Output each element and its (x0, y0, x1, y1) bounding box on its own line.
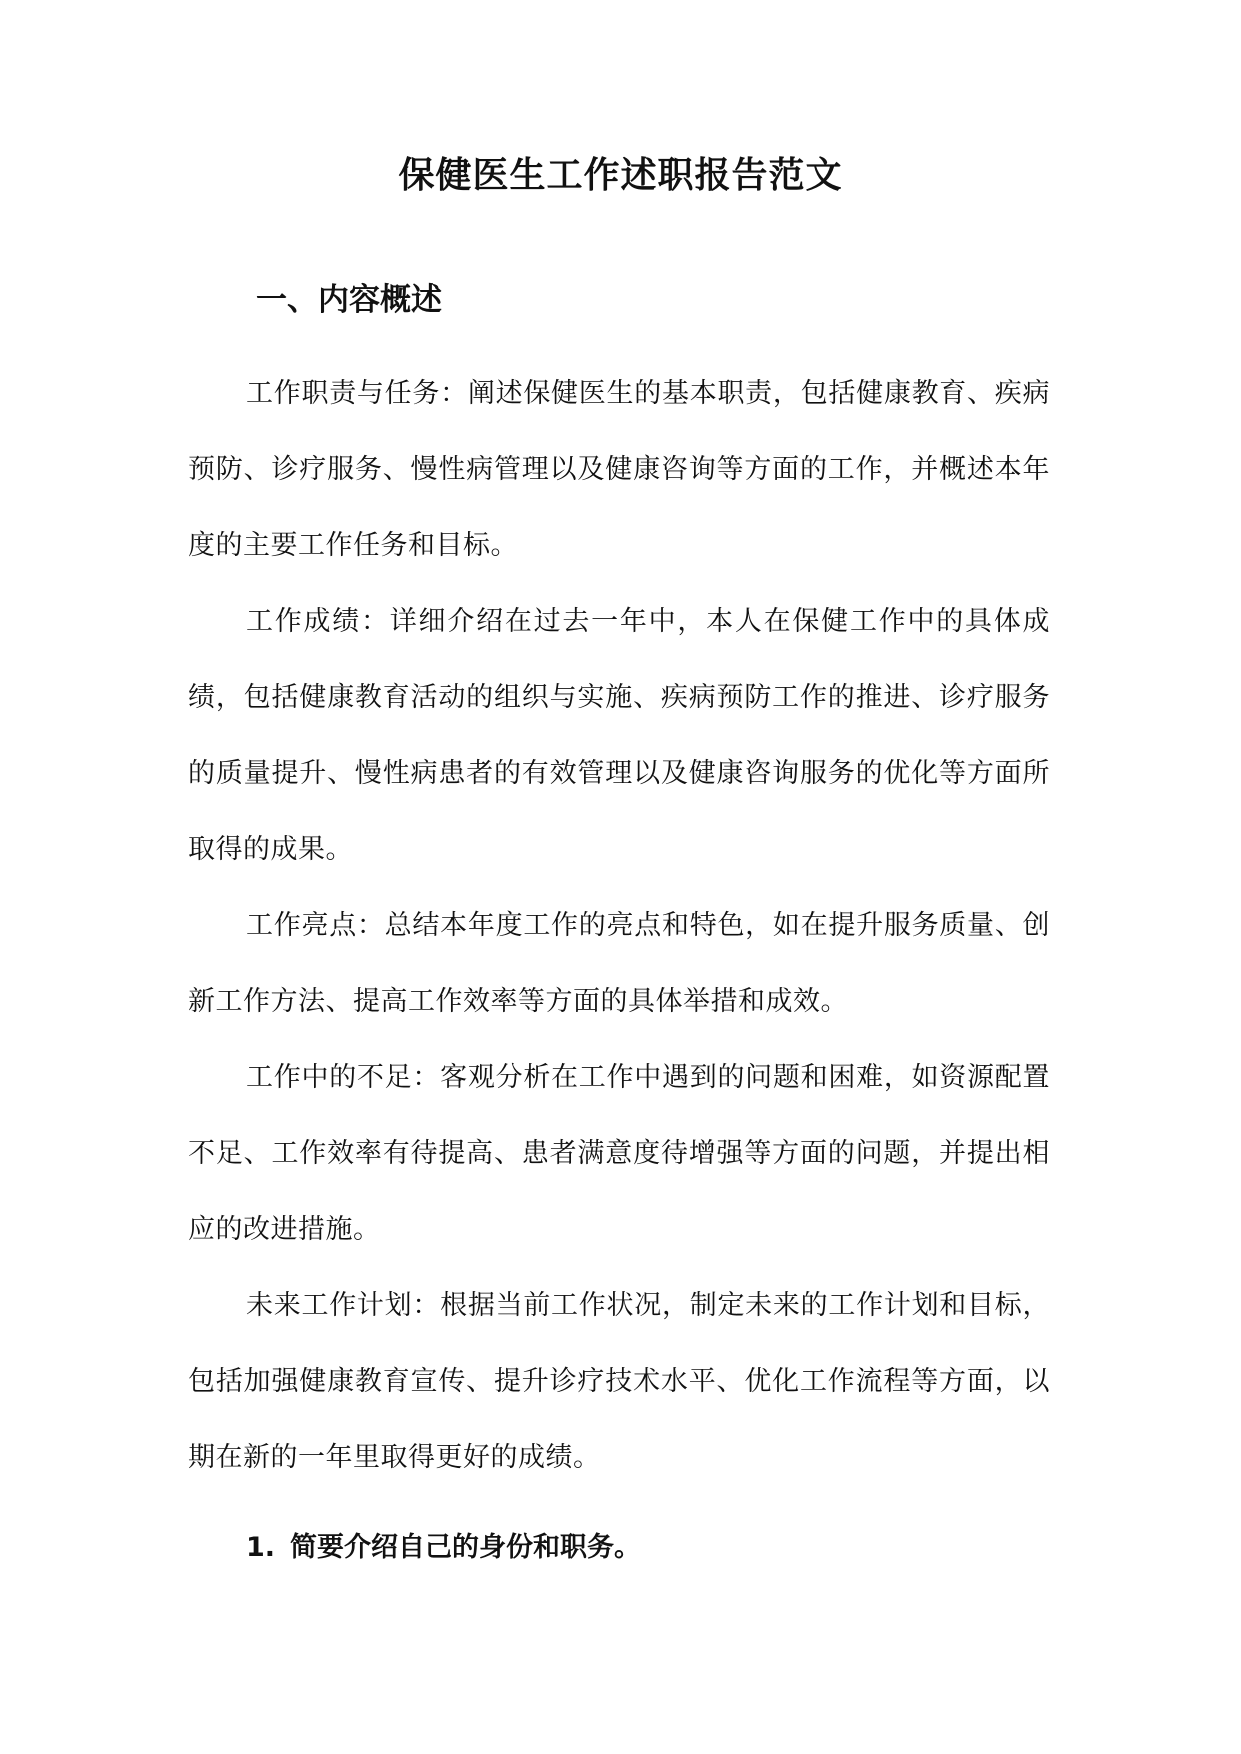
paragraph-duties: 工作职责与任务：阐述保健医生的基本职责，包括健康教育、疾病预防、诊疗服务、慢性病管理以及健康咨询等方面的工作，并概述本年度的主要工作任务和目标。 (188, 378, 1050, 561)
paragraph-highlights: 工作亮点：总结本年度工作的亮点和特色，如在提升服务质量、创新工作方法、提高工作效率等方面的具体举措和成效。 (188, 910, 1050, 1017)
paragraph-future-plan: 未来工作计划：根据当前工作状况，制定未来的工作计划和目标，包括加强健康教育宣传、提升诊疗技术水平、优化工作流程等方面，以期在新的一年里取得更好的成绩。 (188, 1290, 1050, 1473)
paragraph-shortcomings: 工作中的不足：客观分析在工作中遇到的问题和困难，如资源配置不足、工作效率有待提高、患者满意度待增强等方面的问题，并提出相应的改进措施。 (188, 1062, 1050, 1245)
numbered-item (246, 1528, 641, 1568)
numbered-item-number: 1. (246, 1532, 276, 1563)
section-heading: 一、内容概述 (256, 282, 442, 318)
numbered-item-text: 简要介绍自己的身份和职务。 (290, 1532, 641, 1563)
paragraph-achievements: 工作成绩：详细介绍在过去一年中，本人在保健工作中的具体成绩，包括健康教育活动的组织与实施、疾病预防工作的推进、诊疗服务的质量提升、慢性病患者的有效管理以及健康咨询服务的优化等方面所取得的成果。 (188, 606, 1050, 865)
document-title: 保健医生工作述职报告范文 (398, 154, 843, 196)
